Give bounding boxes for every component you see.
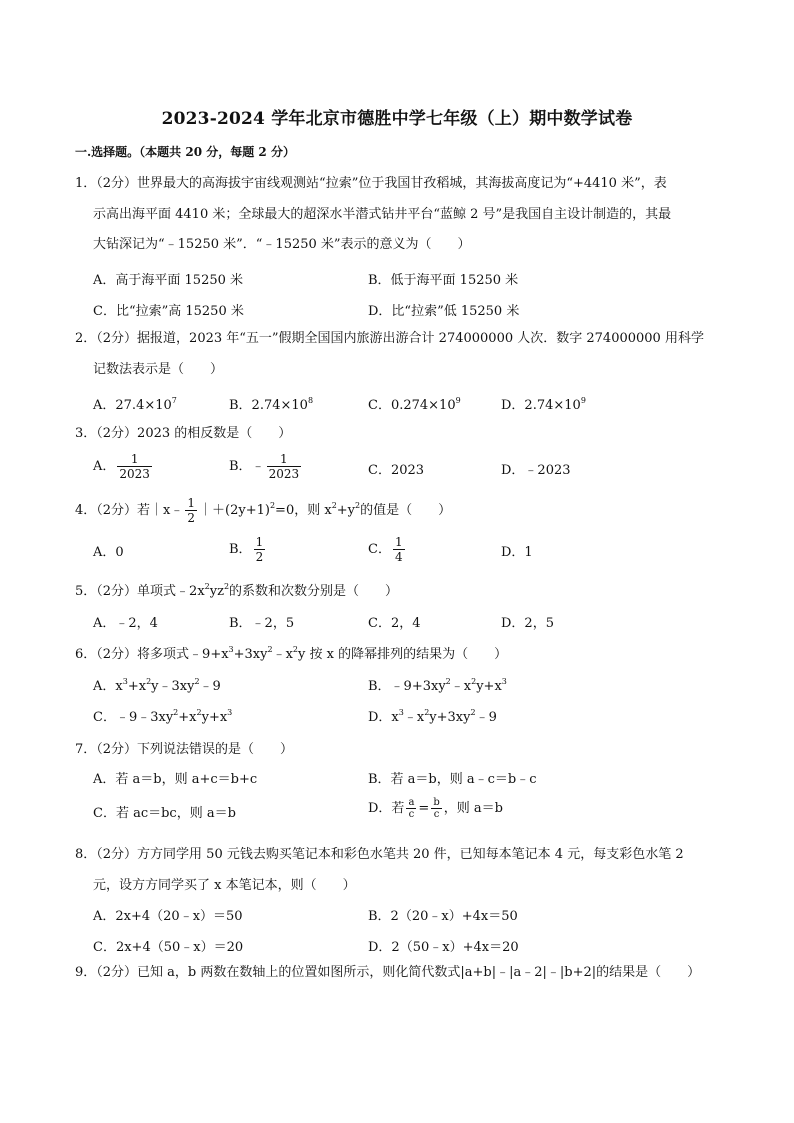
exponent: 3: [228, 645, 234, 654]
exponent: 2: [292, 645, 299, 654]
question-3-option-d[interactable]: D．﹣2023: [501, 463, 571, 478]
question-5-stem: [75, 580, 398, 599]
option-label: C．: [368, 542, 391, 557]
denominator: 4: [394, 550, 403, 564]
question-6-option-a[interactable]: [93, 675, 221, 694]
exponent: 7: [171, 396, 177, 405]
stem-text: +3xy: [233, 647, 268, 662]
question-1-stem-line-1: 1．（2分）世界最大的高海拔宇宙线观测站“拉索”位于我国甘孜稻城，其海拔高度记为“+4410 米”，表: [75, 176, 667, 191]
denominator: 2: [255, 550, 264, 564]
stem-text: 5．（2分）单项式﹣2x: [75, 584, 205, 599]
question-6-stem: [75, 643, 507, 662]
question-7-option-d[interactable]: [368, 797, 503, 820]
question-3-option-b[interactable]: [229, 452, 303, 481]
question-8-option-d[interactable]: D．2（50﹣x）+4x＝20: [368, 940, 519, 955]
exponent: 3: [501, 677, 507, 686]
option-text: +x: [178, 710, 197, 725]
option-text: D．x: [368, 710, 399, 725]
question-2-option-b[interactable]: [229, 394, 313, 413]
question-4-option-a[interactable]: A．0: [93, 545, 124, 560]
exponent: 2: [471, 677, 477, 686]
question-5-option-b[interactable]: B．﹣2，5: [229, 616, 295, 631]
question-3-stem: 3．（2分）2023 的相反数是（ ）: [75, 426, 292, 441]
stem-text: =0，则 x: [275, 503, 332, 518]
exponent: 2: [355, 501, 361, 510]
question-1-option-c[interactable]: C．比“拉索”高 15250 米: [93, 304, 244, 319]
question-8-option-a[interactable]: A．2x+4（20﹣x）＝50: [93, 909, 243, 924]
option-text: ﹣9: [475, 710, 497, 725]
question-9-stem-line-1: 9．（2分）已知 a，b 两数在数轴上的位置如图所示，则化简代数式|a+b|﹣|a﹣2|﹣|b+2|的结果是（ ）: [75, 965, 701, 980]
question-6-option-c[interactable]: [93, 706, 232, 725]
exponent: 8: [307, 396, 314, 405]
option-text: y﹣3xy: [151, 679, 195, 694]
equals-sign: =: [418, 801, 430, 816]
exponent: 2: [470, 708, 476, 717]
numerator: 1: [117, 452, 152, 467]
section-heading: 一.选择题。（本题共 20 分，每题 2 分）: [75, 145, 295, 159]
option-text: B．﹣9+3xy: [368, 679, 446, 694]
numerator: 1: [187, 496, 196, 510]
fraction: [185, 496, 197, 525]
exponent: 9: [455, 396, 461, 405]
question-3-option-a[interactable]: [93, 452, 154, 481]
numerator: a: [408, 797, 415, 808]
question-2-option-a[interactable]: [93, 394, 177, 413]
exponent: 2: [223, 582, 230, 591]
question-7-option-a[interactable]: A．若 a＝b，则 a+c＝b+c: [93, 772, 258, 787]
option-text: B．2.74×10: [229, 398, 308, 413]
question-1-stem-line-3: 大钻深记为“﹣15250 米”．“﹣15250 米”表示的意义为（ ）: [93, 237, 471, 252]
exponent: 3: [398, 708, 404, 717]
numerator: 1: [394, 535, 403, 549]
exponent: 3: [227, 708, 233, 717]
option-text: +x: [127, 679, 147, 694]
fraction: [254, 535, 266, 564]
question-1-option-d[interactable]: D．比“拉索”低 15250 米: [368, 304, 520, 319]
option-text: A．27.4×10: [93, 398, 172, 413]
question-8-option-b[interactable]: B．2（20﹣x）+4x＝50: [368, 909, 518, 924]
denominator: 2023: [268, 467, 300, 481]
question-8-stem-line-2: 元，设方方同学买了 x 本笔记本，则（ ）: [93, 878, 356, 893]
exponent: 2: [194, 677, 200, 686]
option-text: A．x: [93, 679, 123, 694]
option-text: C．0.274×10: [368, 398, 456, 413]
stem-text: y 按 x 的降幂排列的结果为（ ）: [298, 647, 508, 662]
question-4-stem: [75, 496, 451, 525]
question-5-option-c[interactable]: C．2，4: [368, 616, 421, 631]
page-title: 2023-2024 学年北京市德胜中学七年级（上）期中数学试卷: [161, 109, 633, 129]
question-1-option-b[interactable]: B．低于海平面 15250 米: [368, 273, 519, 288]
question-6-option-b[interactable]: [368, 675, 507, 694]
question-4-option-b[interactable]: [229, 535, 267, 564]
question-2-option-c[interactable]: [368, 394, 461, 413]
question-5-option-d[interactable]: D．2，5: [501, 616, 554, 631]
stem-text: ﹣x: [272, 647, 293, 662]
option-text: y+x: [201, 710, 228, 725]
exponent: 3: [122, 677, 128, 686]
fraction: [267, 452, 302, 481]
question-2-stem-line-2: 记数法表示是（ ）: [93, 362, 224, 377]
exponent: 9: [580, 396, 586, 405]
question-2-option-d[interactable]: [501, 394, 586, 413]
option-text: y+x: [476, 679, 502, 694]
denominator: 2: [187, 511, 196, 525]
fraction: [117, 452, 152, 481]
question-7-option-c[interactable]: C．若 ac＝bc，则 a＝b: [93, 806, 236, 821]
stem-text: 6．（2分）将多项式﹣9+x: [75, 647, 229, 662]
stem-text: 的值是（ ）: [360, 503, 452, 518]
numerator: 1: [267, 452, 302, 467]
option-label: D．若: [368, 801, 405, 816]
question-8-stem-line-1: 8．（2分）方方同学用 50 元钱去购买笔记本和彩色水笔共 20 件，已知每本笔记本 4 元，每支彩色水笔 2: [75, 847, 684, 862]
option-text: ，则 a＝b: [443, 801, 503, 816]
exponent: 2: [424, 708, 430, 717]
question-4-option-d[interactable]: D．1: [501, 545, 533, 560]
question-1-option-a[interactable]: A．高于海平面 15250 米: [93, 273, 244, 288]
exponent: 2: [146, 677, 152, 686]
fraction: [406, 797, 416, 820]
option-text: ﹣x: [450, 679, 472, 694]
question-7-option-b[interactable]: B．若 a＝b，则 a﹣c＝b﹣c: [368, 772, 537, 787]
question-5-option-a[interactable]: A．﹣2，4: [93, 616, 158, 631]
option-text: ﹣9: [199, 679, 221, 694]
exponent: 2: [196, 708, 202, 717]
fraction: [393, 535, 405, 564]
exponent: 2: [204, 582, 210, 591]
exponent: 2: [445, 677, 451, 686]
question-3-option-c[interactable]: C．2023: [368, 463, 425, 478]
denominator: c: [433, 809, 440, 820]
fraction: [431, 797, 441, 820]
question-2-stem-line-1: 2．（2分）据报道，2023 年“五一”假期全国国内旅游出游合计 274000000 人次．数字 274000000 用科学: [75, 331, 704, 346]
stem-text: 的系数和次数分别是（ ）: [229, 584, 399, 599]
question-1-stem-line-2: 示高出海平面 4410 米；全球最大的超深水半潜式钻井平台“蓝鲸 2 号”是我国自主设计制造的，其最: [93, 207, 672, 222]
stem-text: 4．（2分）若｜x﹣: [75, 503, 184, 518]
question-4-option-c[interactable]: [368, 535, 407, 564]
exponent: 2: [269, 501, 276, 510]
denominator: 2023: [119, 467, 150, 481]
option-text: ﹣x: [403, 710, 425, 725]
question-6-option-d[interactable]: [368, 706, 497, 725]
option-text: y+3xy: [429, 710, 471, 725]
option-label: B．: [229, 459, 252, 474]
denominator: c: [408, 809, 415, 820]
question-8-option-c[interactable]: C．2x+4（50﹣x）＝20: [93, 940, 244, 955]
question-7-stem: 7．（2分）下列说法错误的是（ ）: [75, 742, 294, 757]
minus-sign: ﹣: [251, 459, 265, 474]
exponent: 2: [173, 708, 179, 717]
option-text: D．2.74×10: [501, 398, 581, 413]
numerator: 1: [255, 535, 264, 549]
option-label: A．: [93, 459, 116, 474]
stem-text: ｜＋(2y+1): [199, 503, 270, 518]
stem-text: yz: [209, 584, 224, 599]
numerator: b: [433, 797, 440, 808]
option-text: C．﹣9﹣3xy: [93, 710, 174, 725]
exponent: 2: [267, 645, 273, 654]
option-label: B．: [229, 542, 252, 557]
exponent: 2: [331, 501, 337, 510]
stem-text: +y: [336, 503, 356, 518]
